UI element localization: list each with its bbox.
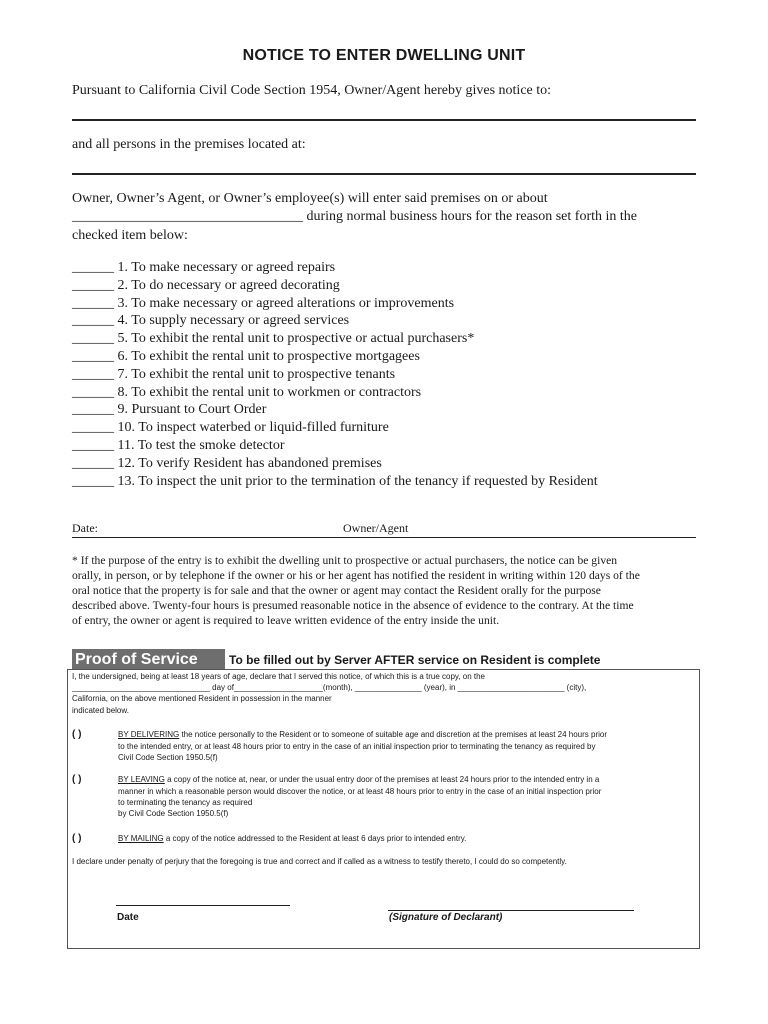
reason-checkbox-blank[interactable]: ______ [72,437,114,453]
reason-text: 3. To make necessary or agreed alterations or improvements [114,295,455,311]
list-item [72,330,598,348]
list-item [72,277,598,295]
leaving-text: a copy of the notice at, near, or under the usual entry door of the premises at least 24 hours prior to the intended entry in a [164,775,600,784]
footnote-line: of entry, the owner or agent is required to leave written evidence of the entry inside the unit. [72,614,500,627]
proof-of-service-heading: Proof of Service [72,649,225,670]
leaving-text: to terminating the tenancy as required [118,798,253,807]
reason-checkbox-blank[interactable]: ______ [72,402,114,418]
signature-row [72,519,696,539]
reason-text: 7. To exhibit the rental unit to prospective tenants [114,366,396,382]
reason-list [72,259,598,490]
reason-checkbox-blank[interactable]: ______ [72,384,114,400]
premises-line[interactable] [72,173,696,175]
delivering-text: to the intended entry, or at least 48 hours prior to entry in the case of an initial inspection prior to terminating the tenancy as required by [118,742,596,751]
reason-text: 10. To inspect waterbed or liquid-filled furniture [114,420,389,436]
reason-checkbox-blank[interactable]: ______ [72,260,114,275]
owner-agent-label: Owner/Agent [343,521,409,535]
reason-checkbox-blank[interactable]: ______ [72,348,114,364]
entry-text-line2-rest: during normal business hours for the reason set forth in the [303,209,637,224]
mailing-line [118,833,466,844]
footnote [72,553,700,628]
reason-checkbox-blank[interactable]: ______ [72,331,114,347]
entry-text-line2 [72,208,637,226]
declarant-signature-label: (Signature of Declarant) [389,912,503,923]
reason-text: 2. To do necessary or agreed decorating [114,277,340,293]
leaving-method: BY LEAVING [118,775,165,784]
mailing-method: BY MAILING [118,834,164,843]
list-item [72,348,598,366]
declarant-date-line[interactable] [116,905,290,906]
list-item [72,366,598,384]
perjury-statement: I declare under penalty of perjury that the foregoing is true and correct and if called as a witness to testify thereto, I could do so competently. [72,857,567,866]
mailing-text: a copy of the notice addressed to the Resident at least 6 days prior to intended entry. [163,834,467,843]
leaving-line [118,774,599,785]
leaving-text: by Civil Code Section 1950.5(f) [118,809,229,818]
document-title: NOTICE TO ENTER DWELLING UNIT [242,47,526,64]
intro-text: Pursuant to California Civil Code Section 1954, Owner/Agent hereby gives notice to: [72,83,552,98]
list-item [72,437,598,455]
reason-checkbox-blank[interactable]: ______ [72,277,114,293]
reason-text: 1. To make necessary or agreed repairs [114,260,336,275]
delivering-method: BY DELIVERING [118,730,180,739]
delivering-text: the notice personally to the Resident or to someone of suitable age and discretion at the premises at least 24 hours prior [179,730,608,739]
delivering-line [118,729,607,740]
delivering-checkbox[interactable]: ( ) [72,729,82,740]
premises-label: and all persons in the premises located at: [72,137,306,152]
reason-text: 5. To exhibit the rental unit to prospective or actual purchasers* [114,331,475,347]
reason-text: 8. To exhibit the rental unit to workmen or contractors [114,384,422,400]
declaration-line: indicated below. [72,706,129,715]
proof-of-service-subheading: To be filled out by Server AFTER service on Resident is complete [229,653,601,667]
reason-checkbox-blank[interactable]: ______ [72,473,114,489]
delivering-text: Civil Code Section 1950.5(f) [118,753,218,762]
list-item [72,259,598,277]
declarant-date-label: Date [117,912,139,923]
list-item [72,312,598,330]
footnote-line: oral notice that the property is for sale and that the owner or agent may contact the Resident orally for the purpose [72,584,601,597]
list-item [72,419,598,437]
list-item [72,384,598,402]
signature-line[interactable] [72,537,696,538]
footnote-line: described above. Twenty-four hours is presumed reasonable notice in the absence of evidence to the contrary. At the time [72,599,634,612]
reason-checkbox-blank[interactable]: ______ [72,366,114,382]
reason-checkbox-blank[interactable]: ______ [72,455,114,471]
list-item [72,401,598,419]
recipient-line[interactable] [72,119,696,121]
date-label: Date: [72,521,98,535]
entry-text-line1: Owner, Owner’s Agent, or Owner’s employee(s) will enter said premises on or about [72,191,548,206]
reason-text: 9. Pursuant to Court Order [114,402,267,418]
leaving-text: manner in which a reasonable person would discover the notice, or at least 48 hours prior to entry in the case of an initial inspection prior [118,787,602,796]
list-item [72,455,598,473]
reason-text: 11. To test the smoke detector [114,437,285,453]
declarant-signature-line[interactable] [388,910,634,911]
leaving-checkbox[interactable]: ( ) [72,774,82,785]
reason-checkbox-blank[interactable]: ______ [72,313,114,329]
mailing-checkbox[interactable]: ( ) [72,833,82,844]
list-item [72,473,598,491]
reason-checkbox-blank[interactable]: ______ [72,295,114,311]
reason-text: 4. To supply necessary or agreed services [114,313,350,329]
reason-checkbox-blank[interactable]: ______ [72,420,114,436]
entry-text-line3: checked item below: [72,228,188,243]
declaration-blanks-line[interactable]: _______________________________ day of____________________(month), _______________ (year), in ________________________ (city), [72,683,587,692]
footnote-line: * If the purpose of the entry is to exhibit the dwelling unit to prospective or actual purchasers, the notice can be given [72,554,618,567]
reason-text: 12. To verify Resident has abandoned premises [114,455,382,471]
reason-text: 13. To inspect the unit prior to the termination of the tenancy if requested by Resident [114,473,598,489]
reason-text: 6. To exhibit the rental unit to prospective mortgagees [114,348,420,364]
footnote-line: orally, in person, or by telephone if the owner or his or her agent has notified the resident in writing within 120 days of the [72,569,640,582]
declaration-line: I, the undersigned, being at least 18 years of age, declare that I served this notice, of which this is a true copy, on the [72,672,485,681]
declaration-line: California, on the above mentioned Resident in possession in the manner [72,694,332,703]
list-item [72,295,598,313]
entry-date-blank[interactable]: _________________________________ [72,209,303,224]
